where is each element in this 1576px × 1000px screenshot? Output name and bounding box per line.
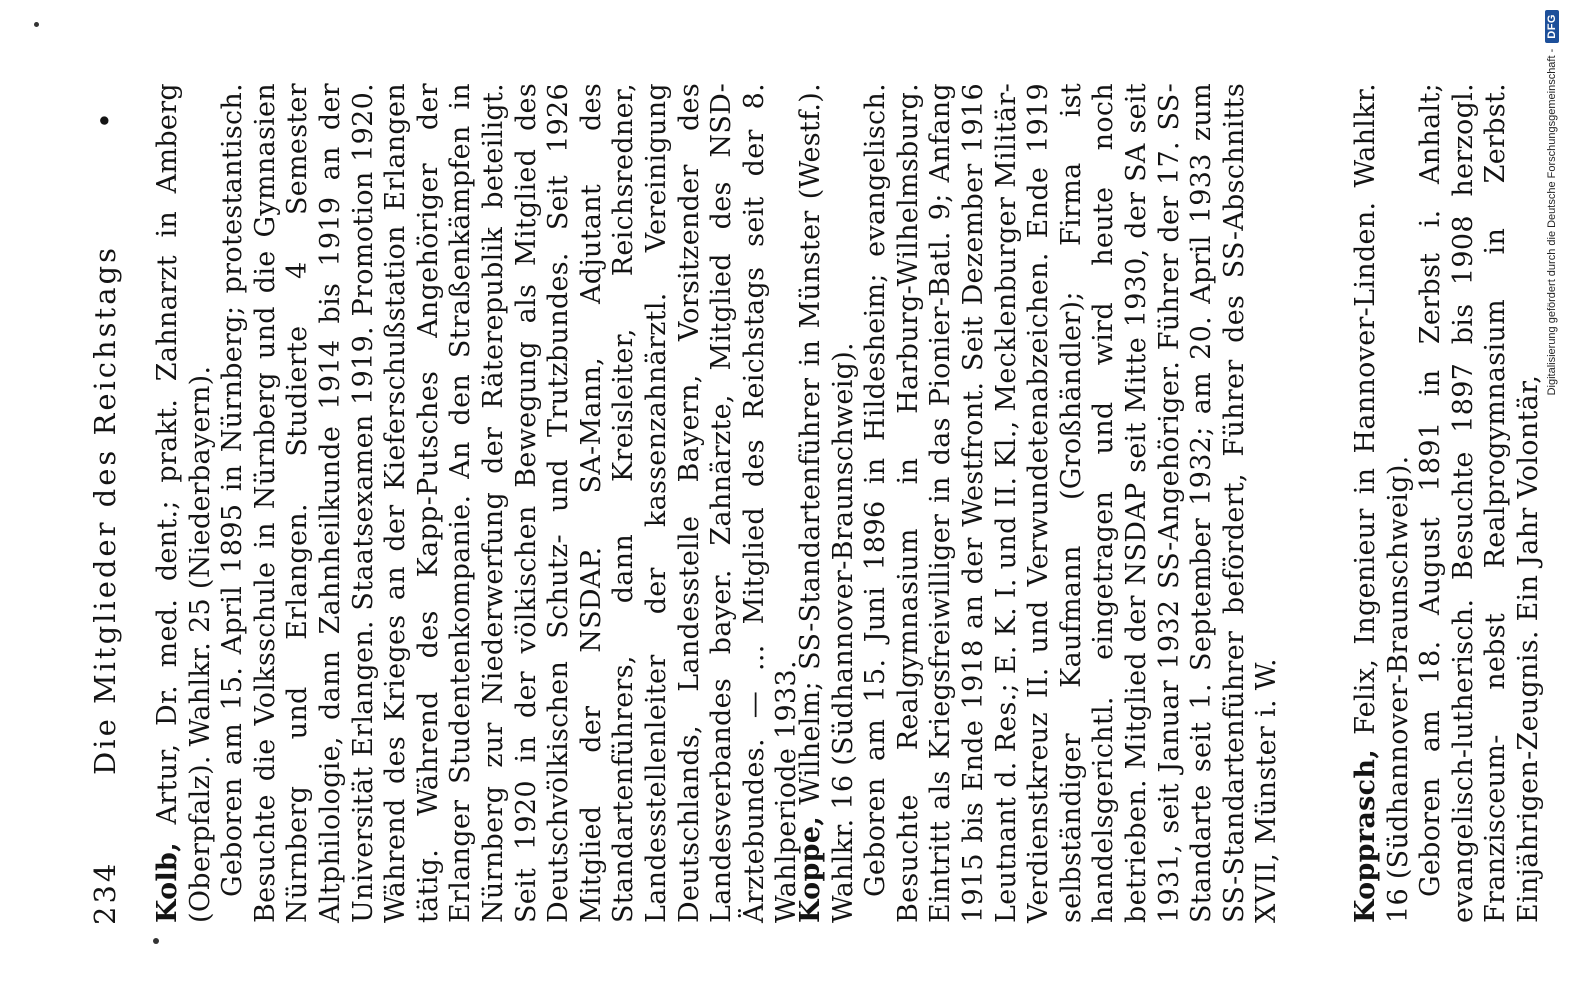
digitization-note	[1542, 10, 1562, 990]
entry-body: Geboren am 15. April 1895 in Nürnberg; protestantisch. Besuchte die Volksschule in Nürnberg und die Gymnasien Nürnberg und Erlangen. Studierte 4 Semester Altphilologie, dann Zahnheilkunde 1914 bis 1919 an der Universität Erlangen. Staatsexamen 1919. Promotion 1920. Während des Krieges an der Kieferschußstation Erlangen tätig. Während des Kapp-Putsches Angehöriger der Erlanger Studentenkompanie. An den Straßenkämpfen in Nürnberg zur Niederwerfung der Räterepublik beteiligt. Seit 1920 in der völkischen Bewegung als Mitglied des Deutschvölkischen Schutz- und Trutzbundes. Seit 1926 Mitglied der NSDAP. SA-Mann, Adjutant des Standartenführers, dann Kreisleiter, Reichsredner, Landesstellenleiter der kassenzahnärztl. Vereinigung Deutschlands, Landesstelle Bayern, Vorsitzender des Landesverbandes bayer. Zahnärzte, Mitglied des NSD-Ärztebundes. — ... Mitglied des Reichstags seit der 8. Wahlperiode 1933.	[217, 83, 803, 923]
digitization-text: Digitalisierung gefördert durch die Deutsche Forschungsgemeinschaft -	[1546, 48, 1558, 396]
entry-heading-text: Artur, Dr. med. dent.; prakt. Zahnarzt in Amberg (Oberpfalz). Wahlkr. 25 (Niederbayern).	[152, 83, 216, 923]
entry-heading	[795, 83, 860, 923]
entry-body: Geboren am 15. Juni 1896 in Hildesheim; evangelisch. Besuchte Realgymnasium in Harburg-Wilhelmsburg. Eintritt als Kriegsfreiwilliger in das Pionier-Batl. 9; Anfang 1915 bis Ende 1918 an der Westfront. Seit Dezember 1916 Leutnant d. Res.; E. K. I. und II. Kl., Mecklenburger Militär-Verdienstkreuz II. und Verwundetenabzeichen. Ende 1919 selbständiger Kaufmann (Großhändler); Firma ist handelsgerichtl. eingetragen und wird heute noch betrieben. Mitglied der NSDAP seit Mitte 1930, der SA seit 1931, seit Januar 1932 SS-Angehöriger. Führer der 17. SS-Standarte seit 1. September 1932; am 20. April 1933 zum SS-Standartenführer befördert, Führer des SS-Abschnitts XVII, Münster i. W.	[860, 83, 1283, 923]
entry-kolb	[152, 83, 804, 923]
entry-heading	[1350, 83, 1415, 923]
scan-speck	[153, 938, 159, 944]
entry-name: Kolb,	[152, 842, 183, 923]
entry-name: Koppe,	[795, 815, 826, 923]
dfg-logo-badge: DFG	[1545, 10, 1559, 43]
rotated-book-page	[60, 75, 1544, 985]
header-mark: •	[88, 109, 122, 130]
scan-speck	[34, 22, 39, 27]
page-number: 234	[88, 860, 122, 925]
entry-name: Kopprasch,	[1350, 748, 1381, 923]
running-head: Die Mitglieder des Reichstags	[88, 245, 122, 775]
entry-heading-text: Wilhelm; SS-Standartenführer in Münster (Westf.). Wahlkr. 16 (Südhannover-Braunschweig).	[795, 83, 859, 923]
entry-kopprasch	[1350, 83, 1546, 923]
entry-body: Geboren am 18. August 1891 in Zerbst i. Anhalt; evangelisch-lutherisch. Besuchte 1897 bis 1908 herzogl. Franziscеum- nebst Realprogymnasium in Zerbst. Einjährigen-Zeugnis. Ein Jahr Volontär,	[1415, 83, 1544, 923]
entry-heading-text: Felix, Ingenieur in Hannover-Linden. Wahlkr. 16 (Südhannover-Braunschweig).	[1350, 83, 1414, 923]
entry-koppe	[795, 83, 1284, 923]
page-header	[88, 95, 132, 925]
entry-heading	[152, 83, 217, 923]
